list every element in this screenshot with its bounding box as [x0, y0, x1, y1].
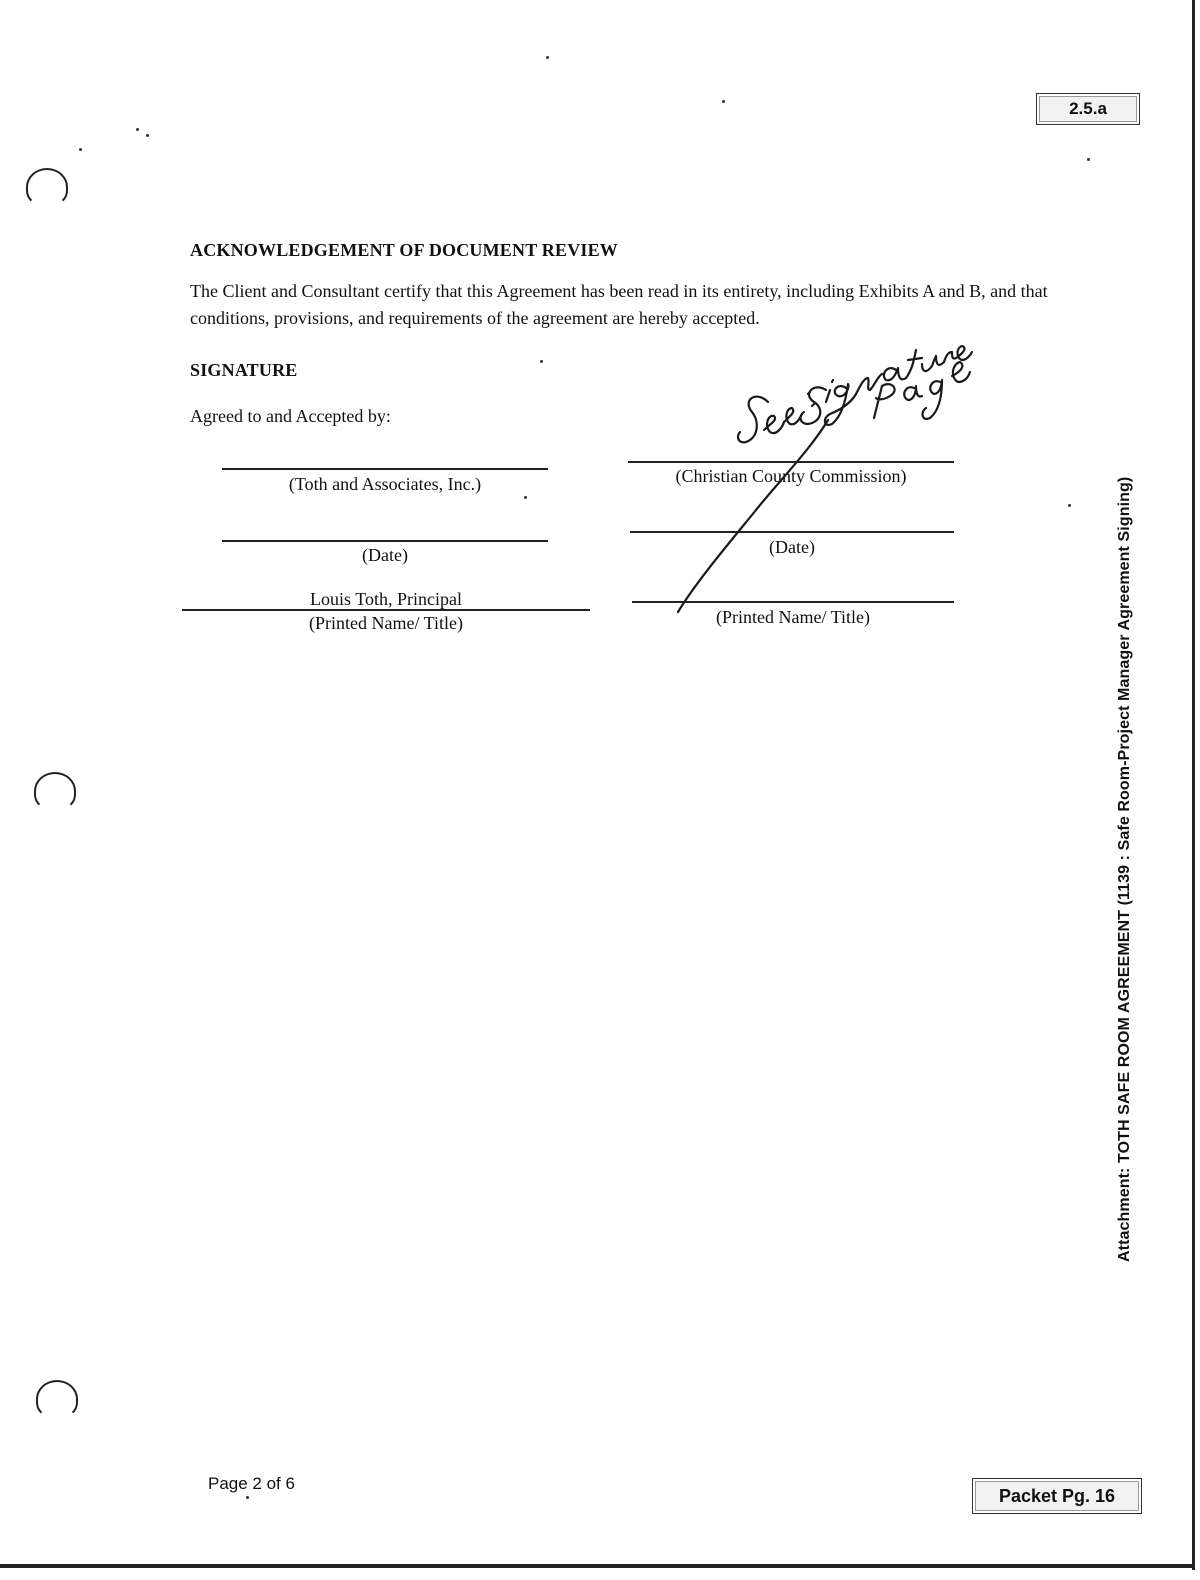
- handwriting-stroke: [923, 380, 942, 419]
- handwriting-stroke: [944, 352, 956, 362]
- consultant-party-caption: (Toth and Associates, Inc.): [288, 474, 482, 494]
- handwriting-stroke: [922, 356, 944, 371]
- consultant-name-line: [182, 609, 590, 611]
- handwriting-stroke: [784, 408, 802, 424]
- scan-speck: [524, 496, 527, 499]
- agreed-accepted-label: Agreed to and Accepted by:: [190, 406, 391, 426]
- handwriting-stroke: [738, 397, 768, 443]
- page-edge-bottom: [0, 1564, 1195, 1568]
- scan-speck: [722, 100, 725, 103]
- page-edge-right: [1192, 0, 1195, 1570]
- punch-hole-icon: [26, 168, 68, 206]
- attachment-side-label: Attachment: TOTH SAFE ROOM AGREEMENT (1139 : Safe Room-Project Manager Agreement Signing): [1116, 476, 1133, 1262]
- handwriting-stroke: [904, 386, 922, 400]
- handwriting-strike-line: [678, 420, 828, 612]
- scan-speck: [1068, 504, 1071, 507]
- handwriting-stroke: [764, 416, 784, 433]
- consultant-name-title-caption: (Printed Name/ Title): [309, 613, 463, 633]
- item-number-stamp: 2.5.a: [1036, 93, 1140, 125]
- handwriting-stroke: [956, 346, 972, 360]
- consultant-signature-line: [222, 468, 548, 470]
- handwriting-stroke: [952, 362, 970, 382]
- page-indicator: Page 2 of 6: [208, 1474, 295, 1493]
- client-name-title-caption: (Printed Name/ Title): [716, 607, 870, 627]
- signature-heading: SIGNATURE: [190, 360, 298, 380]
- handwriting-stroke: [856, 374, 882, 394]
- scan-speck: [136, 128, 139, 131]
- consultant-date-caption: (Date): [362, 545, 408, 565]
- handwriting-stroke: [906, 350, 922, 378]
- consultant-date-line: [222, 540, 548, 542]
- handwriting-stroke: [826, 380, 833, 402]
- consultant-printed-name: Louis Toth, Principal: [310, 589, 462, 609]
- scan-speck: [79, 148, 82, 151]
- handwriting-stroke: [884, 368, 906, 380]
- client-date-caption: (Date): [769, 537, 815, 557]
- scan-speck: [546, 56, 549, 59]
- handwritten-see-signature-page-note: [660, 320, 990, 630]
- client-party-caption: (Christian County Commission): [675, 466, 907, 486]
- scan-speck: [146, 134, 149, 137]
- punch-hole-icon: [36, 1380, 78, 1418]
- scan-speck: [540, 360, 543, 363]
- handwriting-stroke: [874, 384, 895, 418]
- scan-speck: [246, 1496, 249, 1499]
- acknowledgement-paragraph: The Client and Consultant certify that this Agreement has been read in its entirety, including Exhibits A and B, and that conditions, provisions, and requirements of the agreement are hereby accepted.: [190, 281, 1048, 328]
- scan-speck: [1087, 158, 1090, 161]
- acknowledgement-heading: ACKNOWLEDGEMENT OF DOCUMENT REVIEW: [190, 240, 619, 260]
- punch-hole-icon: [34, 772, 76, 810]
- packet-page-stamp: Packet Pg. 16: [972, 1478, 1142, 1514]
